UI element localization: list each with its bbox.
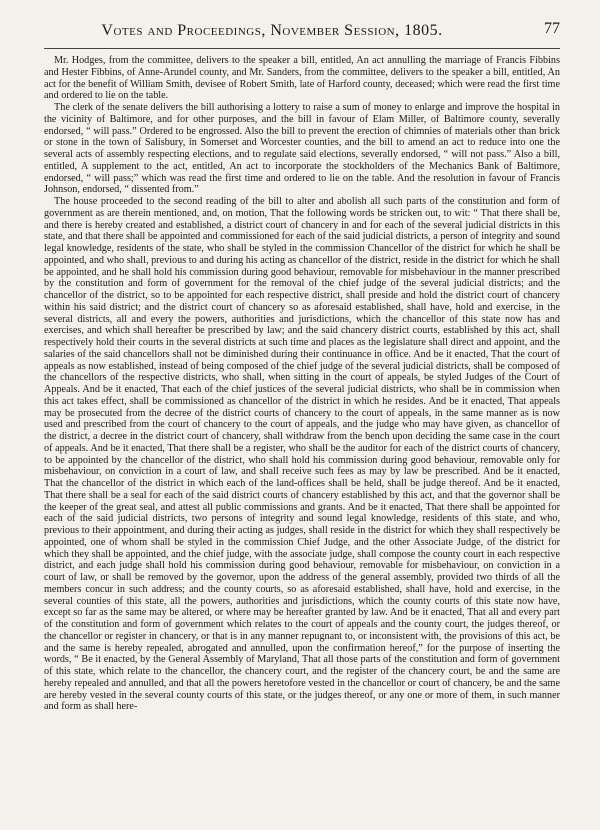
- paragraph-committee-bills: Mr. Hodges, from the committee, delivers to the speaker a bill, entitled, An act annulling the marriage of Francis Fibbins and Hester Fibbins, of Anne-Arundel county, and Mr. Sanders, from the committee, delivers to the speaker a bill, entitled, An act for the benefit of William Smith, devisee of Robert Smith, late of Harford county, deceased; which were read the first time and ordered to lie on the table.: [44, 55, 560, 102]
- page-header: [44, 18, 560, 49]
- body-text: [44, 55, 560, 713]
- paragraph-constitution-bill: The house proceeded to the second reading of the bill to alter and abolish all such parts of the constitution and form of government as are therein mentioned, and, on motion, That the following words be stricken out, to wit: “ That there shall be, and there is hereby created and established, a district court of chancery in and for each of the several judicial districts in this state, and that there shall be appointed and commissioned for each of the said judicial districts, a person of integrity and sound legal knowledge, residents of the state, who shall be styled in the commission Chancellor of the district for which he shall be appointed, and who shall, previous to and during his acting as chancellor of the district, reside in the district for which he shall be appointed, and he shall hold his commission during good behaviour, removable for misbehaviour in the manner prescribed by the constitution and form of government for the removal of the chief judge of the several judicial districts; and the chancellor of the district, so to be appointed for each respective district, shall preside and hold the district court of chancery within his said district; and the district court of chancery so as aforesaid established, shall have, hold and exercise, in the several districts, all and every the powers, authorities and jurisdictions, which the chancellor of this state now has and exercises, and which shall hereafter be prescribed by law; and the said chancery district courts, established by this act, shall respectively hold their courts in the several districts at such time and places as the legislature shall direct and appoint, and the salaries of the said chancellors shall not be diminished during their continuance in office. And be it enacted, That the court of appeals as now established, instead of being composed of the chief judge of the several judicial districts, shall be composed of the chancellors of the respective districts, who shall, when sitting in the court of appeals, be styled Judges of the Court of Appeals. And be it enacted, That each of the chief justices of the several judicial districts, who shall be in commission when this act takes effect, shall be commissioned as chancellor of the district in which he resides. And be it enacted, That appeals may be prosecuted from the decree of the district courts of chancery to the court of appeals, in the same manner as is now used and prescribed from the court of chancery to the court of appeals, and the judge who may have given, as chancellor of the district, a decree in the district court of chancery, shall withdraw from the bench upon deciding the same case in the court of appeals. And be it enacted, That there shall be a register, who shall be the auditor for each of the district courts of chancery, to be appointed by the chancellor of the district, who shall hold his commission during good behaviour, removable only for misbehaviour, on conviction in a court of law, and shall receive such fees as may by law be prescribed. And be it enacted, That the chancellor of the district in which each of the land-offices shall be held, shall be judge thereof. And be it enacted, That there shall be a seal for each of the said district courts of chancery established by this act, and that the governor shall be the keeper of the great seal, and attest all public commissions and grants. And be it enacted, That there shall be appointed for each of the said judicial districts, two persons of integrity and sound legal knowledge, residents of this state, and who, previous to their appointment, and during their acting as judges, shall reside in the district for which they shall respectively be appointed, one of whom shall be styled in the commission Chief Judge, and the other Associate Judge, of the district for which they shall be appointed, and the chief judge, with the associate judge, shall compose the county court in each respective district, and each judge shall hold his commission during good behaviour, removable for misbehaviour, on conviction in a court of law, or shall be removed by the governor, upon the address of the general assembly, provided two thirds of all the members concur in such address; and the county courts, so as aforesaid established, shall have, hold and exercise, in the several counties of this state, all the powers, authorities and jurisdictions, which the county courts of this state now have, except so far as the same may be altered, or where may be hereafter granted by law. And be it enacted, That all and every part of the constitution and form of government which relates to the court of appeals and the county court, the judges thereof, or the chancellor or register in chancery, or that is in any manner repugnant to, or inconsistent with, the provisions of this act, be and the same is hereby repealed, abrogated and annulled, upon the confirmation hereof,” for the purpose of inserting the words, “ Be it enacted, by the General Assembly of Maryland, That all those parts of the constitution and form of government of this state, which relate to the chancellor, the chancery court, and the register of the chancery court, be and the same are hereby repealed and annulled, and that all the powers heretofore vested in the chancellor or court of chancery, be and the same are hereby vested in the several county courts of this state, or the judges thereof, or any one or more of them, in such manner and form as shall here-: [44, 196, 560, 713]
- page-number: 77: [544, 20, 560, 37]
- running-title: Votes and Proceedings, November Session, 1805.: [101, 22, 443, 39]
- paragraph-senate-clerk: The clerk of the senate delivers the bill authorising a lottery to raise a sum of money to enlarge and improve the hospital in the vicinity of Baltimore, and for other purposes, and the bill in favour of Elam Miller, of Baltimore county, severally endorsed, “ will pass.” Ordered to be engrossed. Also the bill to prevent the erection of chimnies of materials other than brick or stone in the town of Salisbury, in Somerset and Worcester counties, and the bill to amend an act to reduce into one the several acts of assembly respecting elections, and to regulate said elections, severally endorsed, “ will not pass.” Also a bill, entitled, A supplement to the act, entitled, An act to incorporate the stockholders of the Mechanics Bank of Baltimore, endorsed, “ will pass;” which was read the first time and ordered to lie on the table. And the resolution in favour of Francis Johnson, endorsed, “ dissented from.”: [44, 102, 560, 196]
